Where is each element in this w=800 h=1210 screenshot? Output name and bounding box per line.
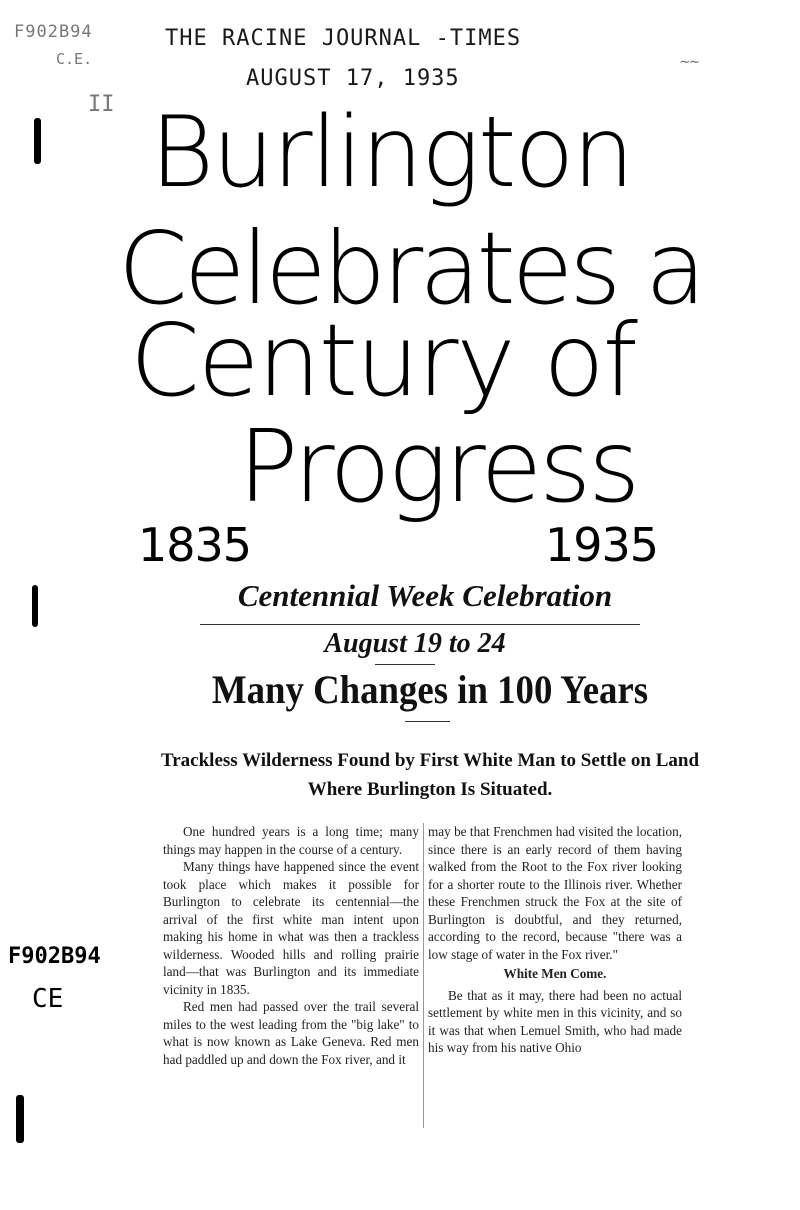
column-divider xyxy=(423,823,424,1128)
scan-mark xyxy=(32,585,38,627)
publication-date: AUGUST 17, 1935 xyxy=(246,66,460,91)
event-title: Centennial Week Celebration xyxy=(237,578,613,613)
paragraph: may be that Frenchmen had visited the location, since there is an early record of them having walked from the Root to the Fox river looking for a shorter route to the Illinois river. Whether these Frenchmen struck the Fox at the site of Burlington is doubtful, and they returned, according to the record, because "there was a low stage of water in the Fox river." xyxy=(428,824,682,962)
divider xyxy=(200,624,640,625)
paragraph: Be that as it may, there had been no actual settlement by white men in this vicinity, and so it was that when Lemuel Smith, who had made his way from his native Ohio xyxy=(428,987,682,1055)
headline-line-2: Celebrates a xyxy=(118,210,703,327)
divider xyxy=(405,721,450,722)
corner-mark: ~~ xyxy=(680,52,700,71)
year-end: 1935 xyxy=(545,518,659,572)
article-column-2 xyxy=(428,823,682,1057)
divider xyxy=(375,664,435,665)
margin-marks: II xyxy=(88,92,115,117)
headline-line-3: Century of xyxy=(130,302,636,419)
paragraph: Many things have happened since the event took place which makes it possible for Burlington to celebrate its centennial—the arrival of the first white man intent upon making his home in what was then a trackless wilderness. Wooded hills and rolling prairie land—that was Burlington and its immediate vicinity in 1835. xyxy=(163,859,419,997)
article-subhead: Trackless Wilderness Found by First White Man to Settle on Land Where Burlington Is Situated. xyxy=(160,750,700,800)
scan-mark xyxy=(16,1095,24,1143)
paragraph: Red men had passed over the trail several miles to the west leading from the "big lake" to what is now known as Lake Geneva. Red men had paddled up and down the Fox river, and it xyxy=(163,999,419,1067)
section-subhead: White Men Come. xyxy=(503,966,607,981)
article-column-1 xyxy=(163,823,419,1068)
event-dates: August 19 to 24 xyxy=(324,628,506,659)
newspaper-name: THE RACINE JOURNAL -TIMES xyxy=(165,26,522,51)
scan-mark xyxy=(34,118,41,164)
catalog-number-top: F902B94 xyxy=(14,22,93,42)
headline-line-4: Progress xyxy=(238,408,638,525)
article-headline: Many Changes in 100 Years xyxy=(211,667,649,712)
catalog-code-top: C.E. xyxy=(56,50,93,68)
catalog-code-side: CE xyxy=(32,984,64,1014)
catalog-number-side: F902B94 xyxy=(8,944,101,969)
year-start: 1835 xyxy=(138,518,252,572)
paragraph: One hundred years is a long time; many things may happen in the course of a century. xyxy=(163,824,419,857)
headline-line-1: Burlington xyxy=(150,96,633,210)
